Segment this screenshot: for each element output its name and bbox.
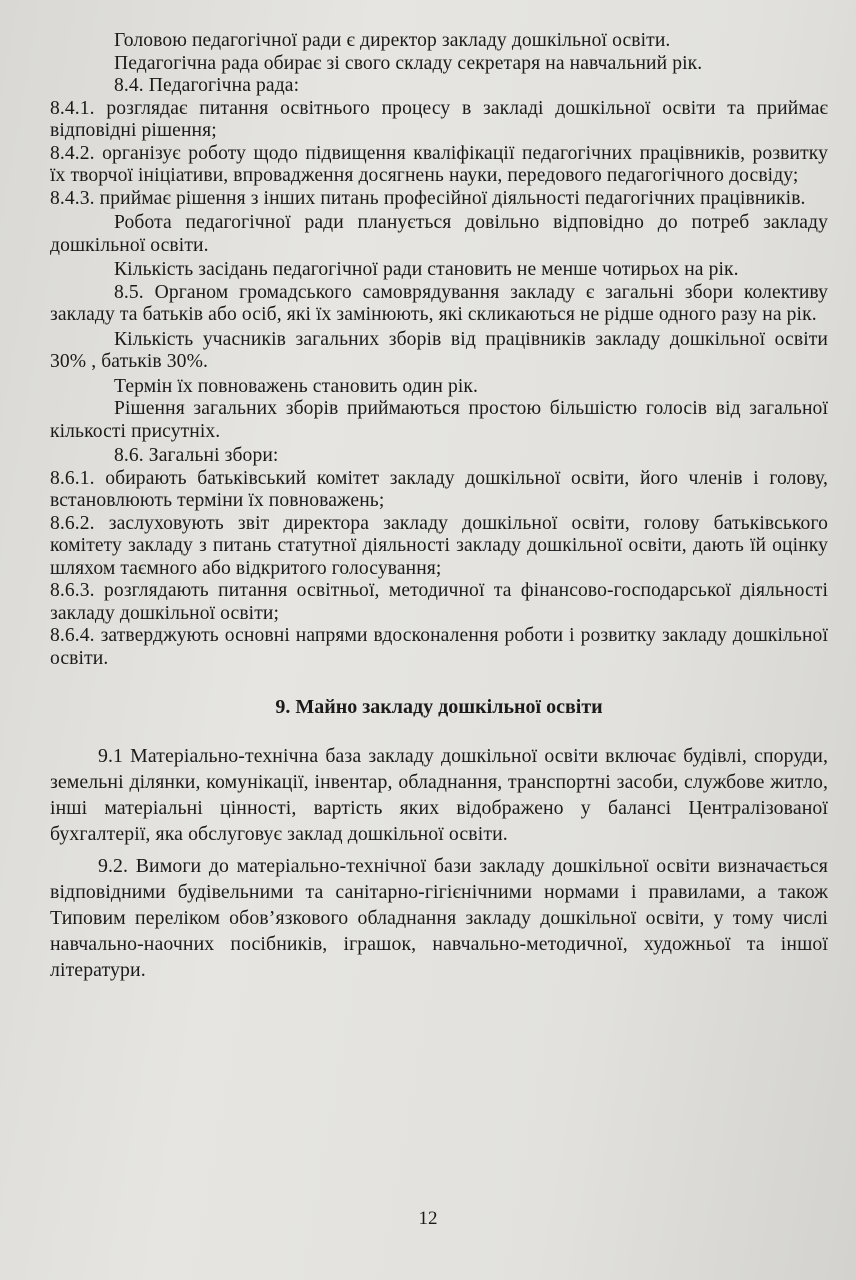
paragraph: Рішення загальних зборів приймаються простою більшістю голосів від загальної кількості присутніх.: [50, 398, 828, 442]
page-number: 12: [418, 1208, 438, 1229]
paragraph: 8.6. Загальні збори:: [114, 445, 279, 466]
paragraph: Кількість засідань педагогічної ради становить не менше чотирьох на рік.: [114, 259, 739, 280]
section-9-content: [50, 743, 828, 983]
paragraph: 8.4.3. приймає рішення з інших питань професійної діяльності педагогічних працівників.: [50, 187, 806, 209]
paragraph: Головою педагогічної ради є директор закладу дошкільної освіти.: [114, 30, 671, 51]
paragraph: Педагогічна рада обирає зі свого складу секретаря на навчальний рік.: [114, 52, 703, 74]
paragraph: Робота педагогічної ради планується довільно відповідно до потреб закладу дошкільної освіти.: [50, 212, 828, 256]
paragraph: 8.6.3. розглядають питання освітньої, методичної та фінансово-господарської діяльності закладу дошкільної освіти;: [50, 580, 828, 624]
paragraph: 8.5. Органом громадського самоврядування закладу є загальні збори колективу закладу та батьків або осіб, які їх замінюють, які скликаються не рідше одного разу на рік.: [50, 281, 828, 325]
paragraph: Кількість учасників загальних зборів від працівників закладу дошкільної освіти 30% , батьків 30%.: [50, 328, 828, 372]
paragraph: 8.4.1. розглядає питання освітнього процесу в закладі дошкільної освіти та приймає відповідні рішення;: [50, 97, 828, 141]
paragraph: 8.6.2. заслуховують звіт директора закладу дошкільної освіти, голову батьківського комітету закладу з питань статутної діяльності закладу дошкільної освіти, дають їй оцінку шляхом таємного або відкритого голосування;: [50, 512, 828, 579]
paragraph: 8.4. Педагогічна рада:: [114, 75, 300, 96]
paragraph: 9.1 Матеріально-технічна база закладу дошкільної освіти включає будівлі, споруди, земельні ділянки, комунікації, інвентар, обладнання, транспортні засоби, службове житло, інші матеріальні цінності, вартість яких відображено у балансі Централізованої бухгалтерії, яка обслуговує заклад дошкільної освіти.: [50, 745, 828, 845]
paragraph: Термін їх повноважень становить один рік.: [114, 375, 479, 397]
paragraph: 8.6.1. обирають батьківський комітет закладу дошкільної освіти, його членів і голову, встановлюють терміни їх повноважень;: [50, 467, 828, 511]
paragraph: 9.2. Вимоги до матеріально-технічної бази закладу дошкільної освіти визначається відповідними будівельними та санітарно-гігієнічними нормами і правилами, а також Типовим переліком обов’язкового обладнання закладу дошкільної освіти, у тому числі навчально-наочних посібників, іграшок, навчально-методичної, художньої та іншої літератури.: [50, 855, 828, 981]
paragraph: 8.4.2. організує роботу щодо підвищення кваліфікації педагогічних працівників, розвитку їх творчої ініціативи, впровадження досягнень науки, передового педагогічного досвіду;: [50, 142, 828, 186]
section-8-content: [50, 30, 828, 670]
section-heading: 9. Майно закладу дошкільної освіти: [275, 696, 603, 718]
paragraph: 8.6.4. затверджують основні напрями вдосконалення роботи і розвитку закладу дошкільної освіти.: [50, 625, 828, 669]
